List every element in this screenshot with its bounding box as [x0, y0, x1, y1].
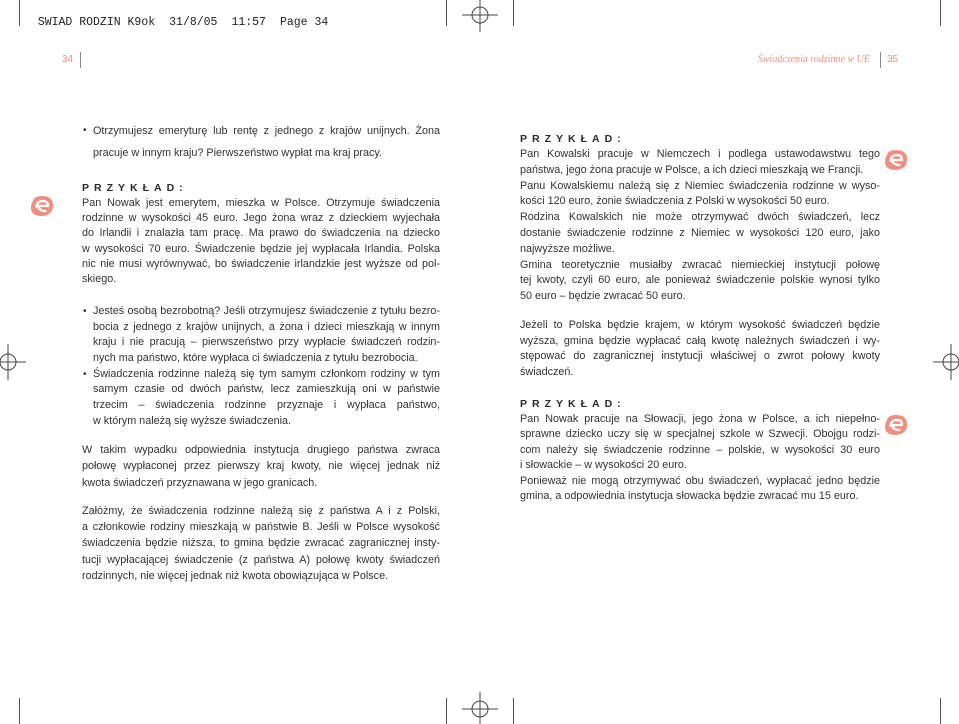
- bullet-list: [82, 304, 440, 430]
- bullet-text: [93, 367, 440, 430]
- text-line: Jeżeli to Polska będzie krajem, w którym wysokość świadczeń będzie: [520, 319, 880, 331]
- paragraph: [520, 147, 880, 179]
- example-3-text: [520, 412, 880, 504]
- slug-time: 11:57: [231, 16, 266, 29]
- text-line: gmina, a odpowiednia instytucja słowacka będzie zwracać mu 15 euro.: [520, 489, 859, 502]
- print-slug: [24, 2, 328, 30]
- running-title: Świadczenia rodzinne w UE: [757, 54, 870, 65]
- text-line: Świadczenia rodzinne należą się tym samym członkom rodziny w tym: [93, 367, 440, 380]
- registration-mark-right: [933, 344, 959, 380]
- text-line: Pan Nowak pracuje na Słowacji, jego żona w Polsce, a ich niepełno-: [520, 413, 880, 425]
- registration-mark-left: [0, 344, 26, 380]
- text-line: najwyższe możliwe.: [520, 242, 615, 255]
- text-line: kwota świadczeń przyznawana w jego granicach.: [82, 476, 318, 489]
- text-line: Pan Nowak jest emerytem, mieszka w Polsce. Otrzymuje świadczenia: [82, 197, 440, 209]
- assumption-paragraph: [82, 503, 440, 584]
- text-line: skiego.: [82, 272, 117, 285]
- swirl-icon: [884, 149, 908, 171]
- text-line: rodzinnych, nie więcej jednak niż kwota obowiązująca w Polsce.: [82, 569, 389, 582]
- bullet-text: [93, 304, 440, 367]
- text-line: nic nie musi wyrównywać, bo świadczenie irlandzkie jest wyższe od pol-: [82, 257, 440, 270]
- bullet-glyph: •: [83, 368, 87, 380]
- left-page-number: 34: [62, 54, 74, 65]
- text-line: nych ma państwo, które wypłaca ci świadczenia z tytułu bezrobocia.: [93, 352, 418, 365]
- text-line: tej kwoty, czyli 60 euro, ale ponieważ świadczenie polskie wynosi tylko: [520, 274, 880, 287]
- text-line: W takim wypadku odpowiednia instytucja drugiego państwa zwraca: [82, 444, 440, 456]
- text-line: tucji wypłacającej świadczenie (z państwa A) połowę kwoty świadczeń: [82, 553, 440, 566]
- text-line: połowę wypłaconej przez pierwszy kraj kwoty, nie więcej jednak niż: [82, 460, 440, 473]
- paragraph: [520, 210, 880, 257]
- example-heading: PRZYKŁAD:: [520, 398, 626, 410]
- text-line: świadczeń.: [520, 366, 574, 379]
- text-line: rodzinne w wysokości 45 euro. Jego żona wraz z dzieckiem wyjechała: [82, 212, 440, 225]
- paragraph: [520, 474, 880, 505]
- text-line: Panu Kowalskiemu należą się z Niemiec świadczenia rodzinne w wyso-: [520, 179, 880, 192]
- bullet-glyph: •: [83, 125, 87, 136]
- reimbursement-paragraph: [82, 442, 440, 491]
- intro-bullet-item: [82, 120, 440, 164]
- text-line: a członkowie rodziny mieszkają w państwie B. Jeśli w Polsce wysokość: [82, 521, 440, 534]
- slug-date: 31/8/05: [169, 16, 218, 29]
- example-1-text: [82, 196, 440, 287]
- slug-job: SWIAD RODZIN K9ok: [37, 16, 156, 29]
- right-header-divider: [880, 52, 881, 68]
- text-line: Ponieważ nie mogą otrzymywać obu świadczeń, wypłacać jedno będzie: [520, 474, 880, 487]
- bullet-glyph: •: [83, 306, 87, 317]
- text-line: Rodzina Kowalskich nie może otrzymywać dwóch świadczeń, lecz: [520, 211, 880, 224]
- text-line: samym czasie od dwóch państw, lecz zamieszkują oni w państwie: [93, 383, 440, 396]
- text-line: do Irlandii i znalazła tam pracę. Ma prawo do świadczenia na dziecko: [82, 227, 440, 240]
- text-line: pracuje w innym kraju? Pierwszeństwo wypłat ma kraj pracy.: [93, 147, 383, 159]
- text-line: w wysokości 70 euro. Świadczenie będzie jej wypłacała Irlandia. Polska: [82, 242, 440, 255]
- paragraph: [520, 258, 880, 305]
- polish-higher-paragraph: [520, 318, 880, 381]
- text-line: trzecim – świadczenia rodzinne przyznaje i wypłaca państwo,: [93, 399, 440, 412]
- text-line: Otrzymujesz emeryturę lub rentę z jednego z krajów unijnych. Żona: [93, 125, 440, 137]
- bullet-item: [82, 120, 440, 164]
- paragraph: [520, 179, 880, 211]
- example-heading: PRZYKŁAD:: [82, 182, 188, 194]
- text-line: świadczenia będzie niższa, to gmina będzie zwracać zagranicznej insty-: [82, 537, 440, 550]
- text-line: bocia z jednego z krajów unijnych, a żona i dzieci mieszkają w innym: [93, 320, 440, 333]
- text-line: 50 euro – będzie zwracać 50 euro.: [520, 290, 686, 303]
- text-line: Jesteś osobą bezrobotną? Jeśli otrzymujesz świadczenie z tytułu bezro-: [93, 305, 440, 317]
- slug-page: Page 34: [279, 16, 329, 29]
- text-line: Gmina teoretycznie musiałby zwracać niemieckiej instytucji połowę: [520, 258, 880, 271]
- text-line: wyższa, gmina będzie wypłacać całą kwotę należnych świadczeń i wy-: [520, 334, 880, 347]
- text-line: Pan Kowalski pracuje w Niemczech i podlega ustawodawstwu tego: [520, 148, 880, 160]
- swirl-icon: [30, 195, 54, 217]
- left-header-divider: [80, 52, 81, 68]
- bullet-text: [93, 120, 440, 164]
- text-line: kości 120 euro, żonie świadczenia z Polski w wysokości 50 euro.: [520, 195, 830, 208]
- example-heading: PRZYKŁAD:: [520, 133, 626, 145]
- text-line: kraju i nie pracują – pierwszeństwo przy wypłacie świadczeń rodzin-: [93, 336, 440, 349]
- text-line: sprawne dziecko uczy się w specjalnej szkole w Szwecji. Obojgu rodzi-: [520, 428, 880, 441]
- bullet-item-unemployed: [82, 304, 440, 367]
- text-line: państwa, jego żona pracuje w Polsce, a ich dzieci mieszkają we Francji.: [520, 163, 864, 176]
- right-page-number: 35: [887, 54, 899, 65]
- bullet-item-third-country: [82, 367, 440, 430]
- text-line: i słowackie – w wysokości 20 euro.: [520, 459, 687, 472]
- text-line: stępować do zagranicznej instytucji właściwej o zwrot połowy kwoty: [520, 350, 880, 363]
- registration-mark-top: [462, 0, 498, 32]
- text-line: w którym należą się wyższe świadczenia.: [93, 414, 292, 427]
- text-line: Załóżmy, że świadczenia rodzinne należą się z państwa A i z Polski,: [82, 505, 440, 517]
- paragraph: [520, 412, 880, 474]
- text-line: dostanie świadczenie rodzinne z Niemiec w wysokości 120 euro, jako: [520, 226, 880, 239]
- example-2-text: [520, 147, 880, 305]
- swirl-icon: [884, 414, 908, 436]
- text-line: com należy się świadczenie rodzinne – polskie, w wysokości 30 euro: [520, 443, 880, 456]
- registration-mark-bottom: [462, 692, 498, 724]
